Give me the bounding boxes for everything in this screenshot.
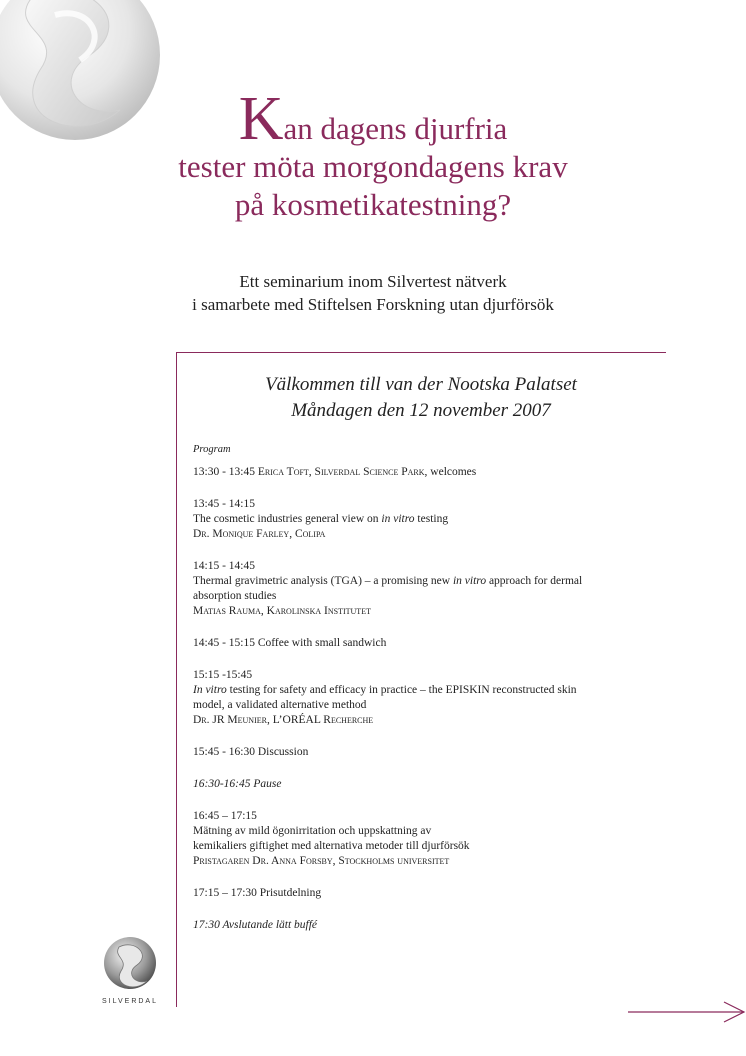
item-text-part: testing for safety and efficacy in practice – the EPISKIN reconstructed skin (226, 684, 577, 696)
program-list (193, 442, 663, 950)
item-time: 16:45 – 17:15 (193, 810, 257, 822)
item-speaker: Dr. JR Meunier, L’ORÉAL Recherche (193, 714, 374, 726)
title-line-1 (0, 85, 746, 153)
subtitle-line-1: Ett seminarium inom Silvertest nätverk (239, 272, 507, 291)
welcome-line-2: Måndagen den 12 november 2007 (291, 400, 551, 421)
logo-wordmark: SILVERDAL (102, 998, 158, 1005)
page-title (0, 85, 746, 224)
frame-top-rule (176, 352, 666, 353)
item-text: , welcomes (424, 466, 477, 478)
item-text-italic: in vitro (381, 513, 415, 525)
item-text (193, 574, 663, 589)
item-time: 15:15 -15:45 (193, 669, 253, 681)
item-text: Mätning av mild ögonirritation och uppskattning av (193, 825, 432, 837)
subtitle-line-2: i samarbete med Stiftelsen Forskning utan djurförsök (192, 295, 554, 314)
subtitle (0, 270, 746, 316)
item-text-cont: absorption studies (193, 590, 277, 602)
item-speaker: Erica Toft, Silverdal Science Park (257, 466, 425, 478)
item-text (193, 683, 663, 698)
title-dropcap: K (238, 85, 284, 153)
silverdal-logo (98, 935, 162, 1015)
item-time: 13:45 - 14:15 (193, 498, 255, 510)
item-text (193, 512, 663, 527)
program-item (193, 918, 663, 933)
silverdal-swirl-logo-icon (101, 935, 159, 991)
arrow-right-icon[interactable] (628, 1000, 746, 1024)
frame-left-rule (176, 352, 177, 1007)
item-text-part: Thermal gravimetric analysis (TGA) – a promising new (193, 575, 453, 587)
item-text-part: The cosmetic industries general view on (193, 513, 382, 525)
item-text: 17:30 Avslutande lätt buffé (193, 919, 318, 931)
program-item (193, 809, 663, 869)
title-line-3: på kosmetikatestning? (234, 187, 512, 222)
item-text: 17:15 – 17:30 Prisutdelning (193, 887, 322, 899)
program-item (193, 777, 663, 792)
program-item (193, 497, 663, 542)
item-speaker: Pristagaren Dr. Anna Forsby, Stockholms universitet (193, 855, 450, 867)
title-line-2: tester möta morgondagens krav (178, 149, 568, 184)
item-text-italic: in vitro (452, 575, 487, 587)
item-text-cont: model, a validated alternative method (193, 699, 367, 711)
item-text: 15:45 - 16:30 Discussion (193, 746, 309, 758)
item-speaker: Dr. Monique Farley, Colipa (193, 528, 326, 540)
item-speaker: Matias Rauma, Karolinska Institutet (193, 605, 371, 617)
welcome-line-1: Välkommen till van der Nootska Palatset (265, 374, 577, 395)
program-item (193, 886, 663, 901)
item-text: 16:30-16:45 Pause (193, 778, 282, 790)
program-item (193, 465, 663, 480)
item-text-part: testing (414, 513, 449, 525)
program-item (193, 668, 663, 728)
item-text-part: approach for dermal (486, 575, 583, 587)
program-item (193, 559, 663, 619)
item-time: 14:15 - 14:45 (193, 560, 255, 572)
welcome-heading (176, 372, 666, 424)
item-text-cont: kemikaliers giftighet med alternativa metoder till djurförsök (193, 840, 470, 852)
item-text: 14:45 - 15:15 Coffee with small sandwich (193, 637, 387, 649)
program-item (193, 636, 663, 651)
program-label: Program (193, 444, 231, 455)
title-line-1-rest: an dagens djurfria (283, 111, 508, 146)
item-text-italic: In vitro (193, 684, 227, 696)
program-item (193, 745, 663, 760)
item-time: 13:30 - 13:45 (193, 466, 258, 478)
